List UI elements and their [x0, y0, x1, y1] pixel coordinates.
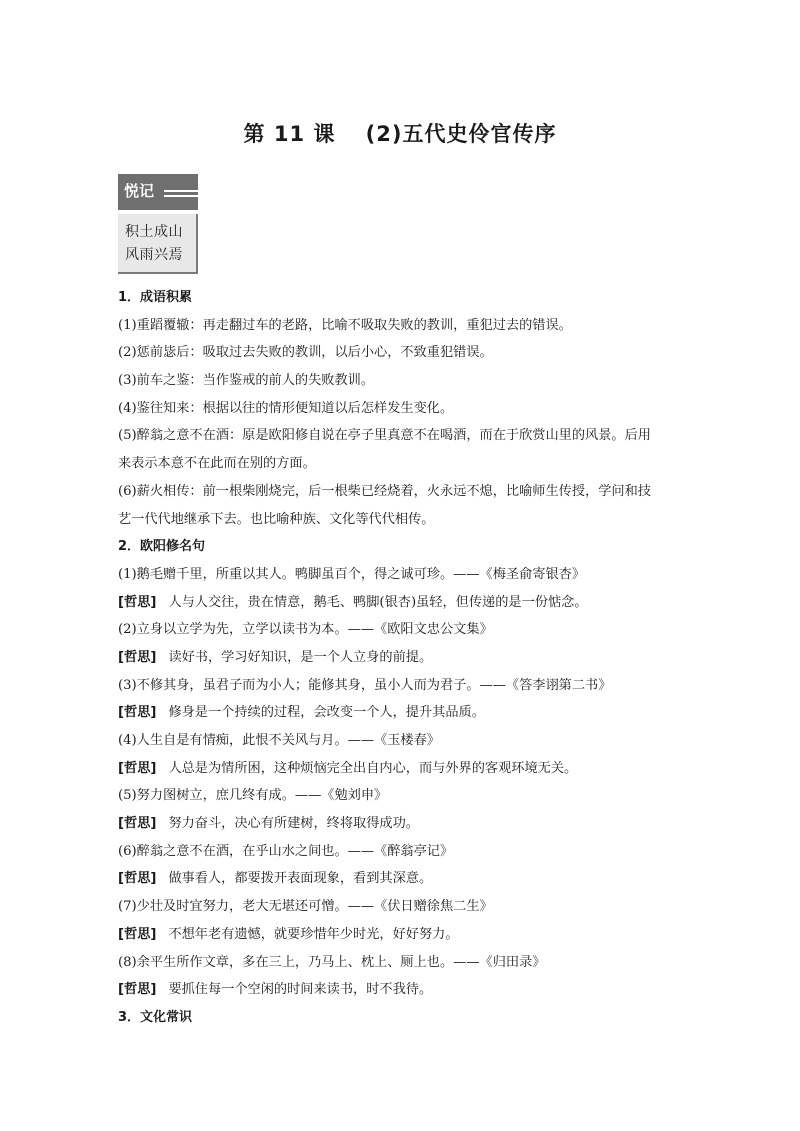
badge-label: 悦记	[124, 182, 155, 200]
reflection-tag: [哲思]	[118, 594, 157, 610]
badge-body	[118, 214, 198, 274]
reflection	[118, 921, 688, 949]
section-badge	[118, 174, 198, 272]
badge-header	[118, 174, 198, 210]
reflection-text: 读好书，学习好知识，是一个人立身的前提。	[168, 649, 433, 665]
reflection-text: 不想年老有遗憾，就要珍惜年少时光，好好努力。	[168, 926, 459, 942]
reflection-tag: [哲思]	[118, 926, 157, 942]
reflection	[118, 865, 688, 893]
reflection	[118, 976, 688, 1004]
idiom-entry: (2)惩前毖后：吸取过去失败的教训，以后小心，不致重犯错误。	[118, 345, 493, 361]
reflection-text: 人总是为情所困，这种烦恼完全出自内心，而与外界的客观环境无关。	[168, 760, 578, 776]
reflection-text: 做事看人，都要拨开表面现象，看到其深意。	[168, 871, 433, 887]
famous-quote: (3)不修其身，虽君子而为小人；能修其身，虽小人而为君子。——《答李诩第二书》	[118, 677, 612, 693]
reflection-text: 努力奋斗，决心有所建树，终将取得成功。	[168, 816, 419, 832]
idiom-entry: (3)前车之鉴：当作鉴戒的前人的失败教训。	[118, 373, 375, 389]
reflection-tag: [哲思]	[118, 649, 157, 665]
idiom-entry: (4)鉴往知来：根据以往的情形便知道以后怎样发生变化。	[118, 400, 454, 416]
reflection-tag: [哲思]	[118, 760, 157, 776]
famous-quote: (2)立身以立学为先，立学以读书为本。——《欧阳文忠公文集》	[118, 622, 493, 638]
famous-quote: (6)醉翁之意不在酒，在乎山水之间也。——《醉翁亭记》	[118, 843, 454, 859]
famous-quote: (5)努力图树立，庶几终有成。——《勉刘申》	[118, 788, 388, 804]
famous-quote: (4)人生自是有情痴，此恨不关风与月。——《玉楼春》	[118, 733, 440, 748]
famous-quote: (8)余平生所作文章，多在三上，乃马上、枕上、厕上也。——《归田录》	[118, 954, 546, 970]
page-title: 第 11 课 (2)五代史伶官传序	[243, 122, 557, 146]
idiom-entry-continued: 来表示本意不在此而在别的方面。	[118, 456, 316, 472]
reflection-tag: [哲思]	[118, 871, 157, 887]
reflection-tag: [哲思]	[118, 816, 157, 832]
lesson-content	[118, 284, 688, 1032]
reflection-text: 要抓住每一个空闲的时间来读书，时不我待。	[168, 982, 433, 998]
idiom-entry-continued: 艺一代代地继承下去。也比喻种族、文化等代代相传。	[118, 511, 435, 527]
section-heading-idioms: 1．成语积累	[118, 290, 193, 305]
idiom-entry: (1)重蹈覆辙：再走翻过车的老路，比喻不吸取失败的教训，重犯过去的错误。	[118, 317, 572, 333]
famous-quote: (1)鹅毛赠千里，所重以其人。鸭脚虽百个，得之诚可珍。——《梅圣俞寄银杏》	[118, 566, 586, 582]
badge-motto-line: 风雨兴焉	[125, 247, 183, 263]
reflection	[118, 589, 688, 617]
famous-quote: (7)少壮及时宜努力，老大无堪还可憎。——《伏日赠徐焦二生》	[118, 899, 493, 915]
reflection	[118, 644, 688, 672]
reflection-tag: [哲思]	[118, 982, 157, 998]
section-heading-culture: 3．文化常识	[118, 1009, 193, 1025]
idiom-entry: (6)薪火相传：前一根柴刚烧完，后一根柴已经烧着，火永远不熄，比喻师生传授，学问和技	[118, 483, 651, 499]
reflection-tag: [哲思]	[118, 705, 157, 721]
reflection	[118, 699, 688, 727]
reflection	[118, 810, 688, 838]
idiom-entry: (5)醉翁之意不在酒：原是欧阳修自说在亭子里真意不在喝酒，而在于欣赏山里的风景。后用	[118, 428, 651, 444]
section-heading-quotes: 2．欧阳修名句	[118, 539, 206, 555]
reflection-text: 修身是一个持续的过程，会改变一个人，提升其品质。	[168, 705, 485, 721]
reflection-text: 人与人交往，贵在情意，鹅毛、鸭脚(银杏)虽轻，但传递的是一份惦念。	[168, 594, 588, 610]
badge-divider-line	[164, 195, 198, 197]
reflection	[118, 755, 688, 783]
badge-divider-line	[164, 190, 198, 192]
badge-motto-line: 积土成山	[125, 224, 183, 240]
